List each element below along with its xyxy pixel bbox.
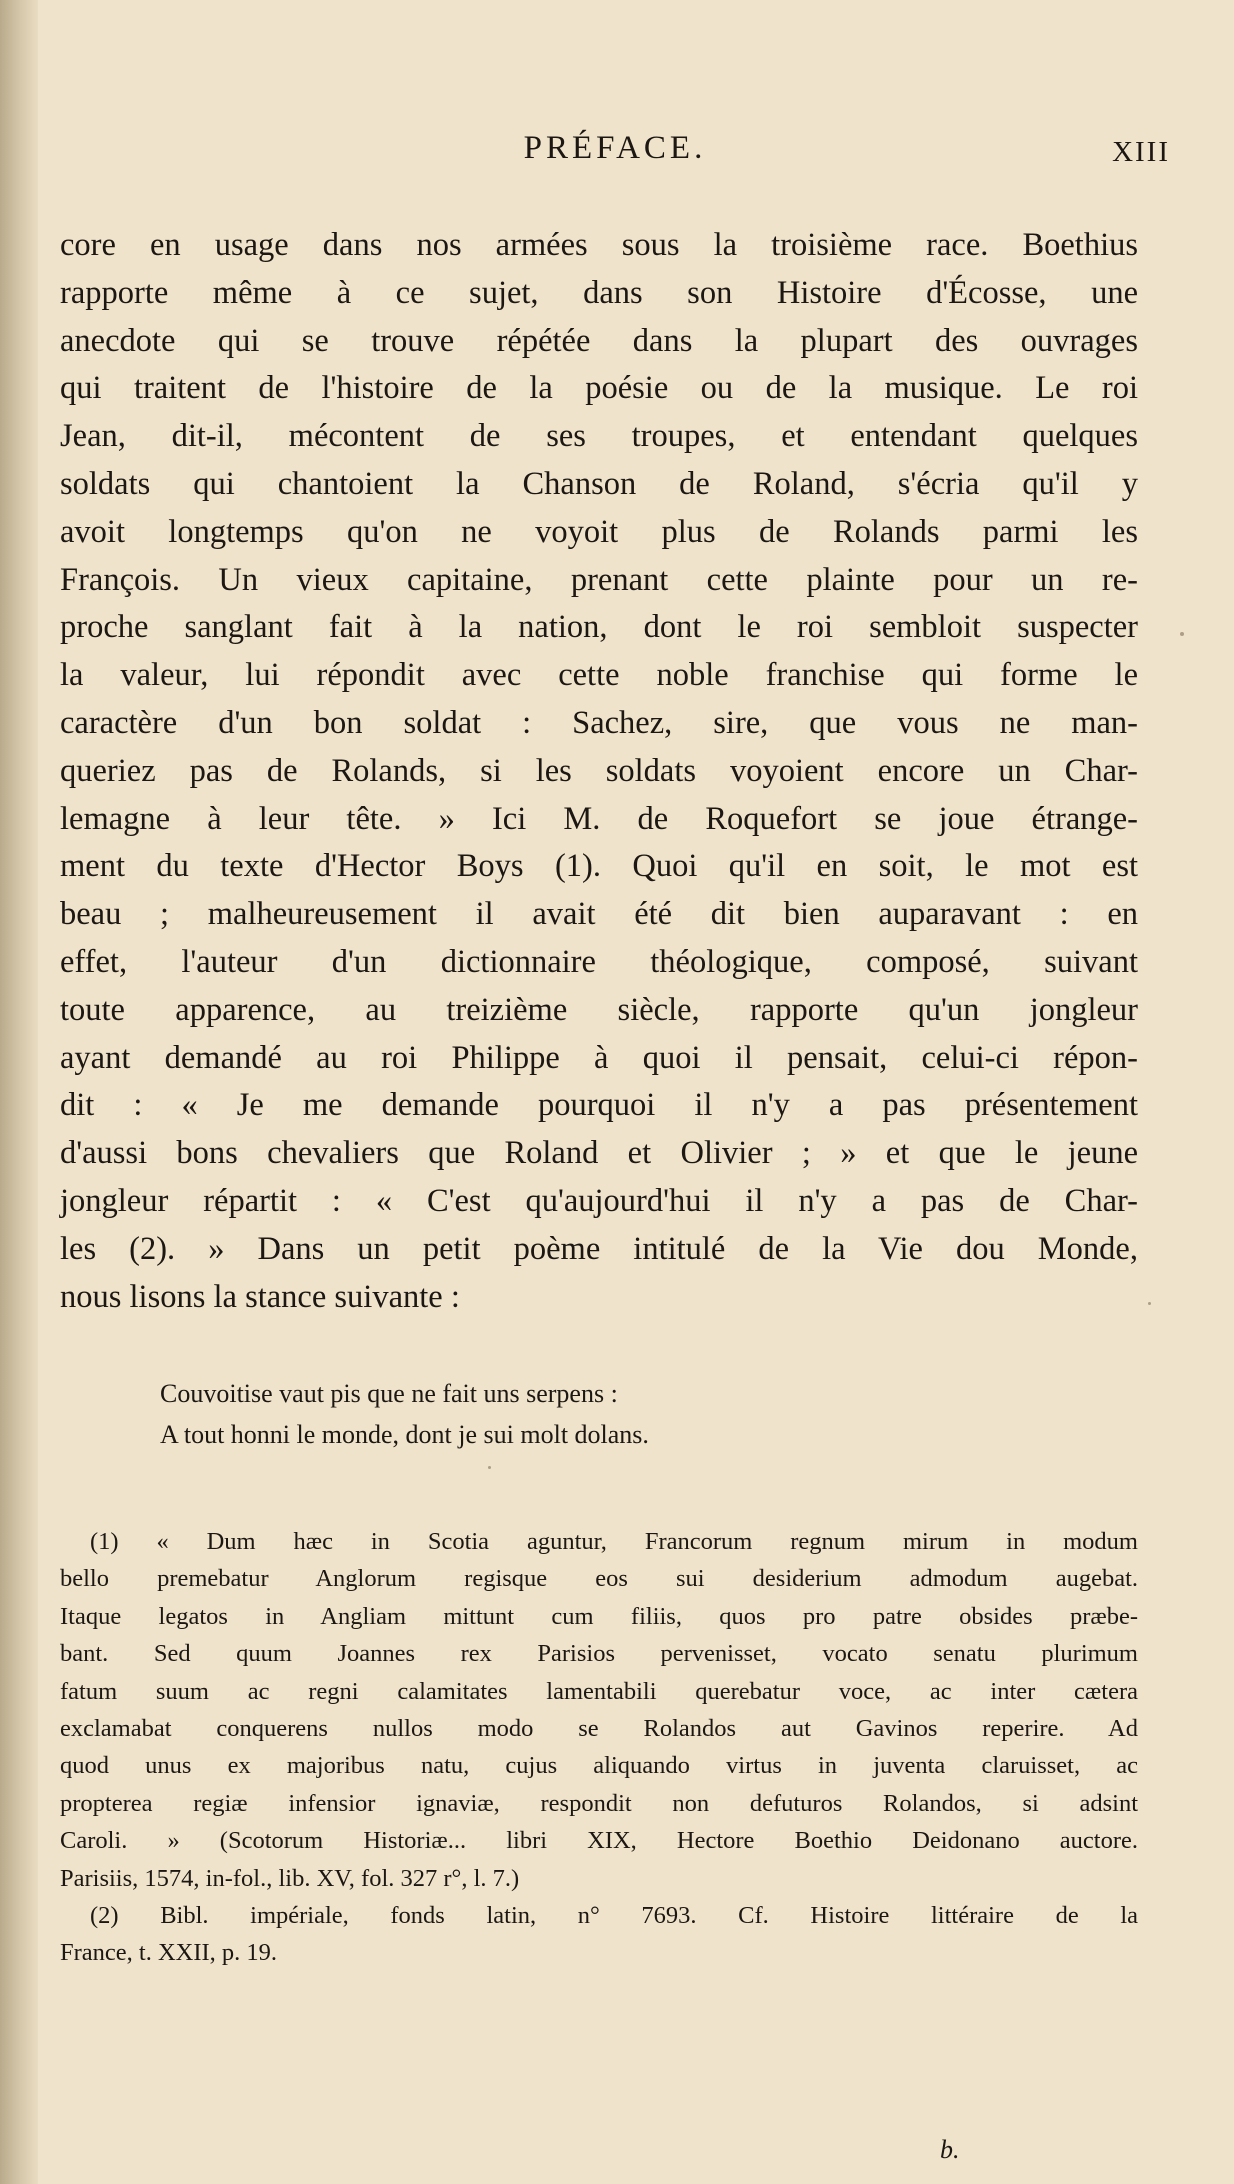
verse-line: Couvoitise vaut pis que ne fait uns serpens :: [160, 1379, 618, 1408]
body-line: ment du texte d'Hector Boys (1). Quoi qu'il en soit, le mot est: [60, 848, 1138, 885]
body-line: François. Un vieux capitaine, prenant cette plainte pour un re-: [60, 561, 1138, 598]
footnote-line: Itaque legatos in Angliam mittunt cum filiis, quos pro patre obsides præbe-: [60, 1602, 1138, 1630]
footnote-line: fatum suum ac regni calamitates lamentabili querebatur voce, ac inter cætera: [60, 1677, 1138, 1705]
body-line: jongleur répartit : « C'est qu'aujourd'hui il n'y a pas de Char-: [60, 1182, 1138, 1219]
signature-mark: b.: [940, 2135, 960, 2164]
footnotes: [60, 1523, 1138, 1972]
body-line: avoit longtemps qu'on ne voyoit plus de Rolands parmi les: [60, 513, 1138, 550]
body-line: ayant demandé au roi Philippe à quoi il pensait, celui-ci répon-: [60, 1039, 1138, 1076]
body-line: qui traitent de l'histoire de la poésie ou de la musique. Le roi: [60, 370, 1138, 407]
footnote-line: Parisiis, 1574, in-fol., lib. XV, fol. 327 r°, l. 7.): [60, 1864, 520, 1892]
footnote-line: exclamabat conquerens nullos modo se Rolandos aut Gavinos reperire. Ad: [60, 1714, 1138, 1742]
running-header: [60, 130, 1170, 180]
body-line: caractère d'un bon soldat : Sachez, sire, que vous ne man-: [60, 704, 1138, 741]
body-line: anecdote qui se trouve répétée dans la plupart des ouvrages: [60, 322, 1138, 359]
body-line: nous lisons la stance suivante :: [60, 1278, 460, 1315]
footnote-line: France, t. XXII, p. 19.: [60, 1939, 278, 1967]
body-line: Jean, dit-il, mécontent de ses troupes, et entendant quelques: [60, 418, 1138, 455]
footnote-line: quod unus ex majoribus natu, cujus aliquando virtus in juventa claruisset, ac: [60, 1752, 1138, 1780]
verse-stanza: [160, 1373, 1060, 1455]
body-line: effet, l'auteur d'un dictionnaire théologique, composé, suivant: [60, 943, 1138, 980]
body-line: soldats qui chantoient la Chanson de Roland, s'écria qu'il y: [60, 465, 1138, 502]
page-number: XIII: [1112, 136, 1170, 168]
paper-speck: [1148, 1302, 1151, 1305]
body-line: proche sanglant fait à la nation, dont le roi sembloit suspecter: [60, 609, 1138, 646]
body-line: la valeur, lui répondit avec cette noble franchise qui forme le: [60, 657, 1138, 694]
body-paragraph: [60, 222, 1138, 1321]
footnote-line: Caroli. » (Scotorum Historiæ... libri XIX, Hectore Boethio Deidonano auctore.: [60, 1827, 1138, 1855]
paper-speck: [1180, 632, 1184, 636]
body-line: les (2). » Dans un petit poème intitulé de la Vie dou Monde,: [60, 1230, 1138, 1267]
body-line: dit : « Je me demande pourquoi il n'y a pas présentement: [60, 1087, 1138, 1124]
footnote-line: (2) Bibl. impériale, fonds latin, n° 7693. Cf. Histoire littéraire de la: [90, 1901, 1138, 1929]
footnote-line: bello premebatur Anglorum regisque eos sui desiderium admodum augebat.: [60, 1565, 1138, 1593]
body-line: queriez pas de Rolands, si les soldats voyoient encore un Char-: [60, 752, 1138, 789]
verse-line: A tout honni le monde, dont je sui molt dolans.: [160, 1420, 649, 1449]
body-line: lemagne à leur tête. » Ici M. de Roquefort se joue étrange-: [60, 800, 1138, 837]
footnote-line: bant. Sed quum Joannes rex Parisios pervenisset, vocato senatu plurimum: [60, 1640, 1138, 1668]
body-line: core en usage dans nos armées sous la troisième race. Boethius: [60, 227, 1138, 263]
page-title: PRÉFACE.: [523, 130, 707, 166]
body-line: toute apparence, au treizième siècle, rapporte qu'un jongleur: [60, 991, 1138, 1028]
footnote-line: (1) « Dum hæc in Scotia aguntur, Francorum regnum mirum in modum: [90, 1528, 1138, 1555]
body-line: rapporte même à ce sujet, dans son Histoire d'Écosse, une: [60, 274, 1138, 311]
paper-speck: [488, 1466, 491, 1469]
footnote-line: propterea regiæ infensior ignaviæ, respondit non defuturos Rolandos, si adsint: [60, 1789, 1138, 1817]
body-line: beau ; malheureusement il avait été dit bien auparavant : en: [60, 896, 1138, 933]
body-line: d'aussi bons chevaliers que Roland et Olivier ; » et que le jeune: [60, 1135, 1138, 1172]
